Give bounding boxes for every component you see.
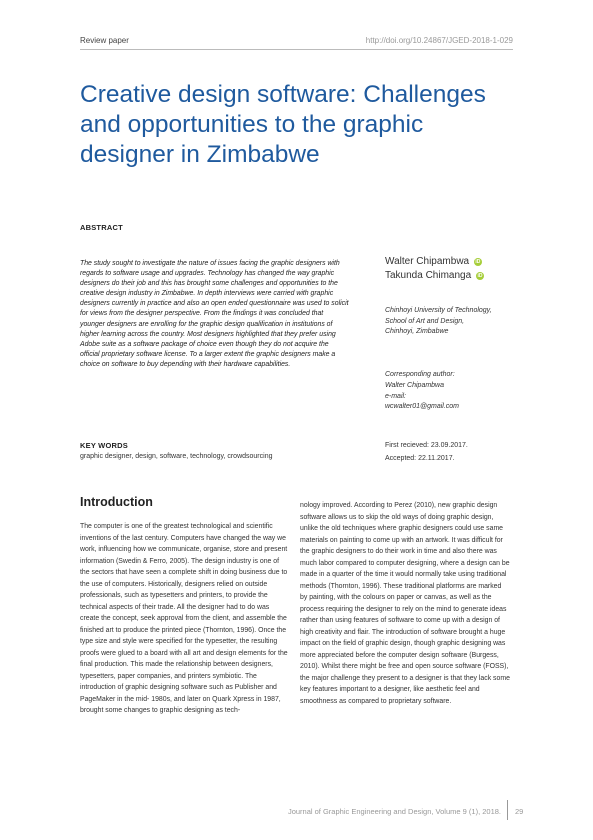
author-list	[385, 255, 484, 282]
email-link[interactable]: wcwalter01@gmail.com	[385, 403, 460, 411]
paper-title: Creative design software: Challenges and opportunities to the graphic designer in Zimbabwe	[80, 81, 486, 168]
orcid-icon[interactable]: iD	[475, 259, 481, 265]
affiliation-line: Chinhoyi, Zimbabwe	[385, 328, 449, 335]
abstract-heading: ABSTRACT	[80, 223, 123, 232]
accepted-date: Accepted: 22.11.2017.	[385, 454, 455, 462]
page-number: 29	[515, 807, 524, 816]
author-name: Takunda Chimanga	[385, 269, 472, 281]
corresponding-label: Corresponding author:	[385, 371, 455, 378]
doi-link[interactable]: http://doi.org/10.24867/JGED-2018-1-029	[365, 36, 513, 45]
header-divider	[80, 49, 513, 50]
footer-divider	[507, 800, 508, 820]
author-name: Walter Chipambwa	[385, 256, 470, 267]
corresponding-name: Walter Chipambwa	[385, 381, 445, 389]
corresponding-author	[385, 370, 459, 413]
author	[385, 255, 484, 269]
author	[385, 269, 484, 283]
section-heading-introduction: Introduction	[80, 495, 153, 509]
orcid-icon[interactable]: iD	[477, 272, 483, 279]
article-dates	[385, 440, 468, 465]
affiliation-line: Chinhoyi University of Technology,	[385, 307, 492, 314]
affiliation	[385, 306, 492, 338]
keywords-heading: KEY WORDS	[80, 441, 128, 450]
journal-footer: Journal of Graphic Engineering and Design, Volume 9 (1), 2018.	[287, 807, 501, 816]
abstract-text: The study sought to investigate the nature of issues facing the graphic designers with regards to software usage and upgrades. Technology has changed the way graphic designers do their job and this has brought some challenges and opportunities to the creative design industry in Zimbabwe. In depth interviews were carried with graphic designers currently in practice and also an open ended questionnaire was used to solicit for views from the designer perspective. From the findings it was concluded that younger designers are enrolling for the graphic design qualification in institutions of higher learning across the country. Most designers highlighted that they prefer using Adobe suite as a software package of choice even though they do not acquire the official proprietary software license. To a larger extent the graphic designers make a choice on software to buy depending with their hardware capabilities.	[80, 260, 349, 368]
affiliation-line: School of Art and Design,	[385, 317, 465, 325]
keywords-text: graphic designer, design, software, technology, crowdsourcing	[80, 453, 273, 460]
body-column-left: The computer is one of the greatest technological and scientific inventions of the last century. Computers have changed the way we work, influencing how we communicate, organise, store and present information (Swedin & Ferro, 2005). The design industry is one of the sectors that have seen a complete shift in doing business due to the use of computers. Historically, designers relied on outside professionals, such as typesetters and printers, to provide the technical aspects of their trade. All the designer had to do was create the concept, seek approval from the client, and assemble the finished art to produce the printed piece (Thornton, 1996). Once the type size and style were specified for the typesetter, the resulting proofs were glued to a board with all art and design elements for the final production. This made the relationship between designers, typesetters, paper companies, and printers symbiotic. The introduction of graphic designing software such as Publisher and PageMaker in the mid- 1980s, and later on Quark Xpress in 1987, brought some changes to graphic designing as tech-	[80, 523, 288, 714]
email-label: e-mail:	[385, 392, 407, 400]
received-date: First recieved: 23.09.2017.	[385, 442, 468, 449]
body-column-right: nology improved. According to Perez (2010), new graphic design software allows us to skip the old ways of doing graphic design, unlike the old techniques where graphic designers could use same materials on painting to come up with an artwork. It was difficult for the graphic designers to do their work in time and also there was much labor compared to computer designing, where a design can be made in a quarter of the time it would normally take using traditional methods (Thornton, 1996). These traditional platforms are marked by painting, with the colours on paper or canvas, as well as the process requiring the designer to rely on the mind to generate ideas rather than using features of software to come up with a design of high creativity and flair. The introduction of software brought a huge impact on the field of graphic design, though graphic designing was more appreciated before the computer design software (Burgess, 2010). Whilst there might be free and open source software (FOSS), the major challenge they present to a designer is that they lack some key features important to a designer, like aesthetic feel and smoothness as compared to proprietary software.	[300, 502, 510, 705]
paper-category: Review paper	[80, 36, 129, 45]
